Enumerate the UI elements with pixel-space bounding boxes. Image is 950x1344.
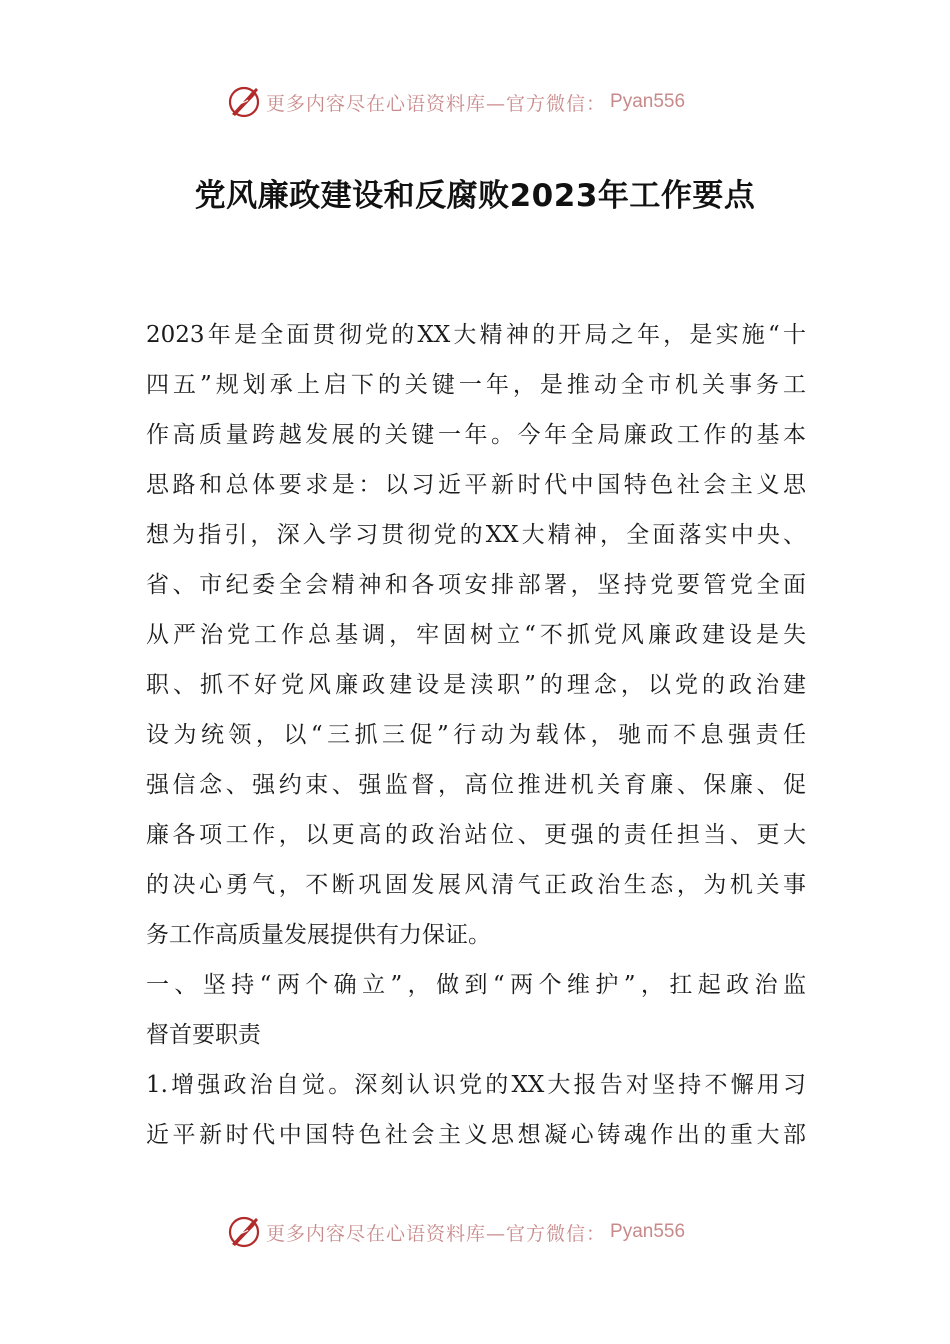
text-line: 思路和总体要求是：以习近平新时代中国特色社会主义思	[146, 472, 806, 498]
text-line: 作高质量跨越发展的关键一年。今年全局廉政工作的基本	[146, 422, 806, 448]
watermark-text: 更多内容尽在心语资料库—官方微信：	[266, 92, 607, 115]
section-heading-line: 督首要职责	[146, 1022, 261, 1048]
text-line: 从严治党工作总基调，牢固树立“不抓党风廉政建设是失	[146, 622, 806, 648]
footer-watermark	[0, 1212, 950, 1252]
text-line: 强信念、强约束、强监督，高位推进机关育廉、保廉、促	[146, 772, 806, 798]
document-title: 党风廉政建设和反腐败2023年工作要点	[194, 178, 756, 214]
text-line: 省、市纪委全会精神和各项安排部署，坚持党要管党全面	[146, 572, 806, 598]
section-heading-line: 一、坚持“两个确立”，做到“两个维护”，扛起政治监	[146, 972, 806, 998]
text-line: 近平新时代中国特色社会主义思想凝心铸魂作出的重大部	[146, 1122, 806, 1148]
header-watermark	[0, 82, 950, 122]
text-line: 务工作高质量发展提供有力保证。	[146, 922, 491, 948]
pen-logo-icon	[226, 1214, 262, 1250]
text-line: 设为统领，以“三抓三促”行动为载体，驰而不息强责任	[146, 722, 806, 748]
watermark-wechat-id: Pyan556	[610, 91, 686, 112]
watermark-text: 更多内容尽在心语资料库—官方微信：	[266, 1222, 607, 1245]
pen-logo-icon	[226, 84, 262, 120]
watermark-wechat-id: Pyan556	[610, 1221, 686, 1242]
document-body	[146, 310, 806, 1160]
text-line: 1.增强政治自觉。深刻认识党的XX大报告对坚持不懈用习	[146, 1072, 806, 1098]
text-line: 的决心勇气，不断巩固发展风清气正政治生态，为机关事	[146, 872, 806, 898]
text-line: 廉各项工作，以更高的政治站位、更强的责任担当、更大	[146, 822, 806, 848]
text-line: 四五”规划承上启下的关键一年，是推动全市机关事务工	[146, 372, 806, 398]
text-line: 职、抓不好党风廉政建设是渎职”的理念，以党的政治建	[146, 672, 806, 698]
text-line: 想为指引，深入学习贯彻党的XX大精神，全面落实中央、	[146, 522, 806, 548]
text-line: 2023年是全面贯彻党的XX大精神的开局之年，是实施“十	[146, 322, 806, 348]
